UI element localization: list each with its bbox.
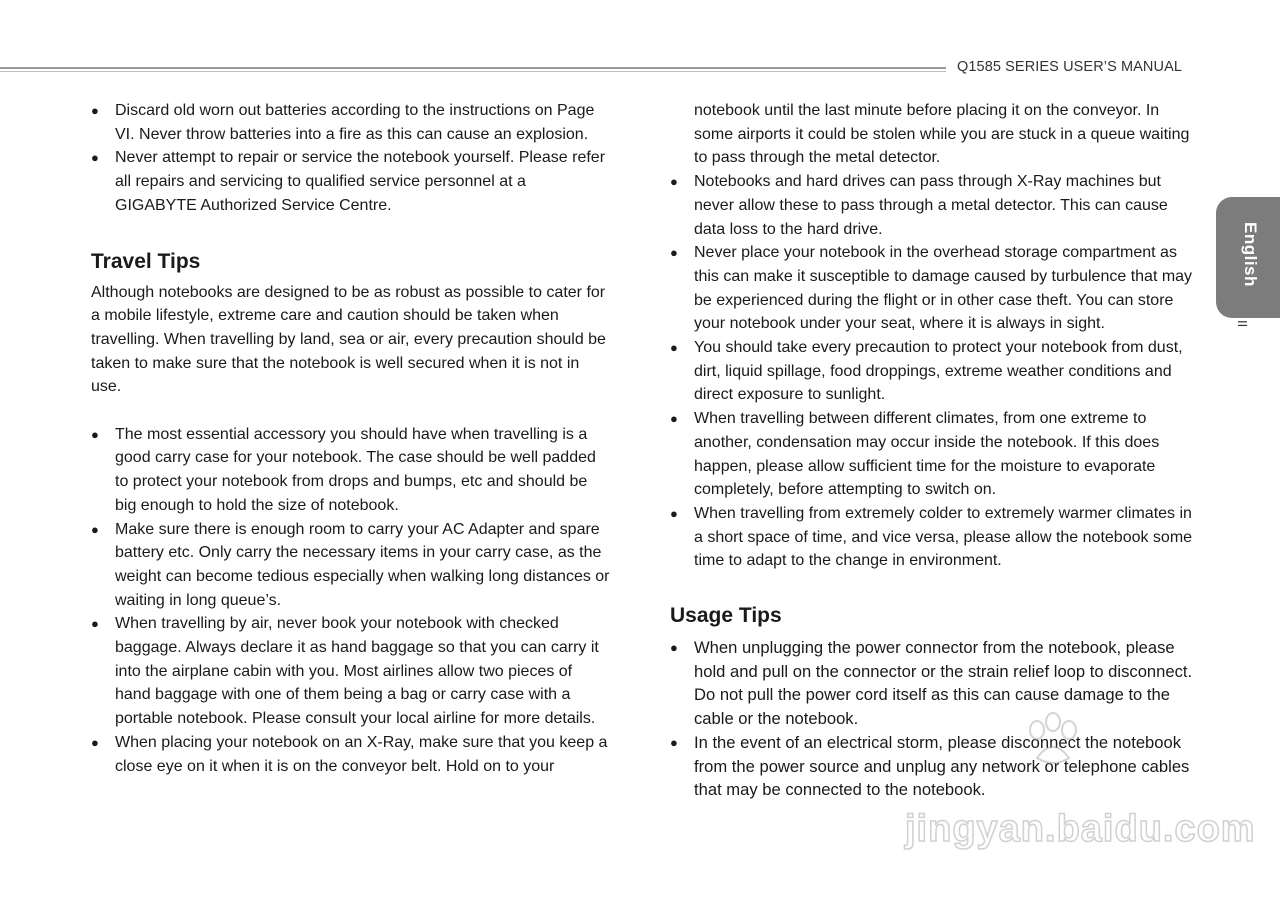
language-tab-label: English [1241, 222, 1260, 287]
travel-tips-heading: Travel Tips [91, 249, 201, 273]
list-item: ● Notebooks and hard drives can pass through X-Ray machines but never allow these to pass through a metal detector. This can cause data loss to the hard drive. [670, 170, 1195, 241]
travel-tips-paragraph: Although notebooks are designed to be as robust as possible to cater for a mobile lifestyle, extreme care and caution should be taken when travelling. When travelling by land, sea or air, every precaution should be taken to make sure that the notebook is well secured when it is not in use. [91, 283, 606, 396]
list-item: ● When travelling by air, never book your notebook with checked baggage. Always declare it as hand baggage so that you can carry it into the airplane cabin with you. Most airlines allow two pieces of hand baggage with one of them being a bag or carry case with a portable notebook. Please consult your local airline for more details. [91, 612, 611, 731]
list-item: ● Never attempt to repair or service the notebook yourself. Please refer all repairs and servicing to qualified service personnel at a GIGABYTE Authorized Service Centre. [91, 146, 611, 217]
page-number: II [1235, 320, 1250, 328]
list-item: ● The most essential accessory you should have when travelling is a good carry case for your notebook. The case should be well padded to protect your notebook from drops and bumps, etc and should be big enough to hold the size of notebook. [91, 423, 611, 518]
travel-tips-list [91, 423, 611, 779]
list-item: ● When placing your notebook on an X-Ray, make sure that you keep a close eye on it when it is on the conveyor belt. Hold on to your [91, 731, 611, 778]
header-rule [0, 67, 946, 72]
manual-title: Q1585 SERIES USER’S MANUAL [957, 59, 1183, 75]
usage-tips-list [670, 636, 1195, 802]
watermark-text: jingyan.baidu.com [905, 808, 1256, 850]
right-column [670, 99, 1195, 802]
list-item: ● When travelling from extremely colder to extremely warmer climates in a short space of time, and vice versa, please allow the notebook some time to adapt to the change in environment. [670, 502, 1195, 573]
list-item: ● When travelling between different climates, from one extreme to another, condensation may occur inside the notebook. If this does happen, please allow sufficient time for the moisture to evaporate completely, before attempting to switch on. [670, 407, 1195, 502]
list-item: ● You should take every precaution to protect your notebook from dust, dirt, liquid spillage, food droppings, extreme weather conditions and direct exposure to sunlight. [670, 336, 1195, 407]
intro-list [91, 99, 611, 218]
list-item: ● Make sure there is enough room to carry your AC Adapter and spare battery etc. Only carry the necessary items in your carry case, as the weight can become tedious especially when walking long distances or waiting in long queue’s. [91, 518, 611, 613]
list-item: ● In the event of an electrical storm, please disconnect the notebook from the power source and unplug any network or telephone cables that may be connected to the notebook. [670, 731, 1195, 802]
list-item: ● When unplugging the power connector from the notebook, please hold and pull on the connector or the strain relief loop to disconnect. Do not pull the power cord itself as this can cause damage to the cable or the notebook. [670, 636, 1195, 731]
list-item: ● Discard old worn out batteries according to the instructions on Page VI. Never throw batteries into a fire as this can cause an explosion. [91, 99, 611, 146]
travel-tips-list-continued [670, 99, 1195, 573]
list-item: ● Never place your notebook in the overhead storage compartment as this can make it susceptible to damage caused by turbulence that may be experienced during the flight or in other case theft. You can store your notebook under your seat, where it is always in sight. [670, 241, 1195, 336]
continued-text: notebook until the last minute before placing it on the conveyor. In some airports it could be stolen while you are stuck in a queue waiting to pass through the metal detector. [694, 102, 1190, 167]
left-column [91, 99, 611, 778]
usage-tips-heading: Usage Tips [670, 604, 782, 628]
